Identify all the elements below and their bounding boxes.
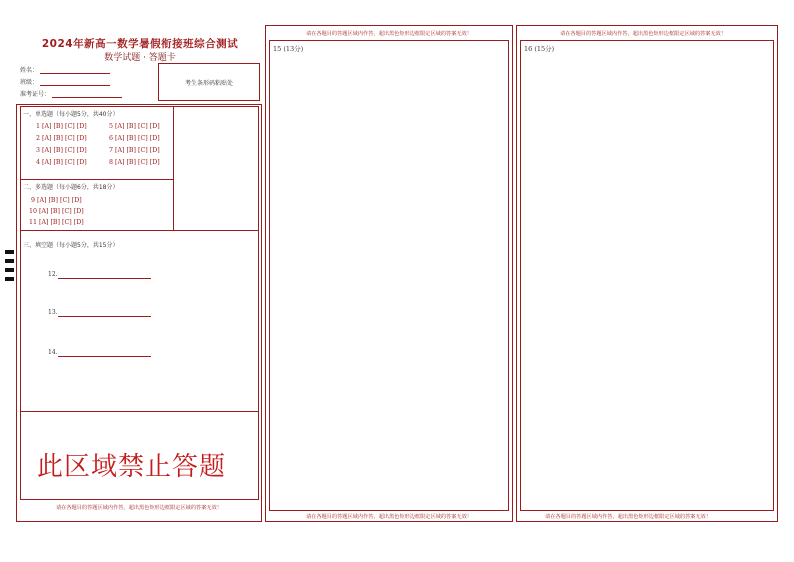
right-top-warning: 请在各题目的答题区域内作答，超出黑色矩形边框限定区域的答案无效！ [560, 31, 727, 37]
section-divider [20, 230, 259, 231]
timing-mark [5, 250, 14, 254]
barcode-sticker-area [158, 63, 260, 101]
q16-answer-box[interactable] [520, 40, 774, 511]
name-line[interactable] [40, 66, 110, 74]
exam-id-field[interactable] [20, 89, 122, 98]
q15-heading: 15 (13分) [273, 45, 304, 53]
q7-options[interactable]: 7 [A] [B] [C] [D] [109, 147, 160, 154]
q12-label: 12. [48, 271, 58, 278]
timing-mark [5, 268, 14, 272]
timing-mark [5, 259, 14, 263]
q10-options[interactable]: 10 [A] [B] [C] [D] [29, 208, 84, 215]
page-subtitle: 数学试题 · 答题卡 [104, 53, 176, 63]
fill-blank-title: 三、填空题（每小题5分，共15分） [23, 242, 119, 249]
middle-top-warning: 请在各题目的答题区域内作答，超出黑色矩形边框限定区域的答案无效！ [305, 31, 472, 37]
class-line[interactable] [40, 78, 110, 86]
q5-options[interactable]: 5 [A] [B] [C] [D] [109, 123, 160, 130]
forbidden-divider [20, 411, 259, 412]
q1-options[interactable]: 1 [A] [B] [C] [D] [36, 123, 87, 130]
single-choice-title: 一、单选题（每小题5分，共40分） [23, 111, 119, 118]
q16-heading: 16 (15分) [524, 45, 555, 53]
q14-answer-line[interactable] [58, 355, 151, 357]
q3-options[interactable]: 3 [A] [B] [C] [D] [36, 147, 87, 154]
q12-answer-line[interactable] [58, 277, 151, 279]
class-field[interactable] [20, 77, 110, 86]
name-label: 姓名： [20, 67, 39, 74]
forbidden-area-text: 此区域禁止答题 [37, 452, 227, 482]
q8-options[interactable]: 8 [A] [B] [C] [D] [109, 159, 160, 166]
page-title: 2024年新高一数学暑假衔接班综合测试 [41, 38, 239, 50]
sticker-label: 考生条形码粘贴处 [184, 79, 233, 87]
q9-options[interactable]: 9 [A] [B] [C] [D] [31, 197, 82, 204]
name-field[interactable] [20, 65, 110, 74]
q6-options[interactable]: 6 [A] [B] [C] [D] [109, 135, 160, 142]
middle-bottom-warning: 请在各题目的答题区域内作答，超出黑色矩形边框限定区域的答案无效！ [305, 514, 472, 520]
q11-options[interactable]: 11 [A] [B] [C] [D] [29, 219, 84, 226]
multi-choice-title: 二、多选题（每小题6分，共18分） [23, 184, 119, 191]
class-label: 班级： [20, 79, 39, 86]
right-bottom-warning: 请在各题目的答题区域内作答，超出黑色矩形边框限定区域的答案无效！ [545, 514, 712, 520]
timing-mark [5, 277, 14, 281]
exam-id-label: 准考证号： [20, 91, 51, 98]
q14-label: 14. [48, 349, 58, 356]
exam-id-line[interactable] [52, 90, 122, 98]
q13-label: 13. [48, 309, 58, 316]
q2-options[interactable]: 2 [A] [B] [C] [D] [36, 135, 87, 142]
q4-options[interactable]: 4 [A] [B] [C] [D] [36, 159, 87, 166]
q15-answer-box[interactable] [269, 40, 509, 511]
left-bottom-warning: 请在各题目的答题区域内作答，超出黑色矩形边框限定区域的答案无效！ [55, 505, 222, 511]
q13-answer-line[interactable] [58, 315, 151, 317]
